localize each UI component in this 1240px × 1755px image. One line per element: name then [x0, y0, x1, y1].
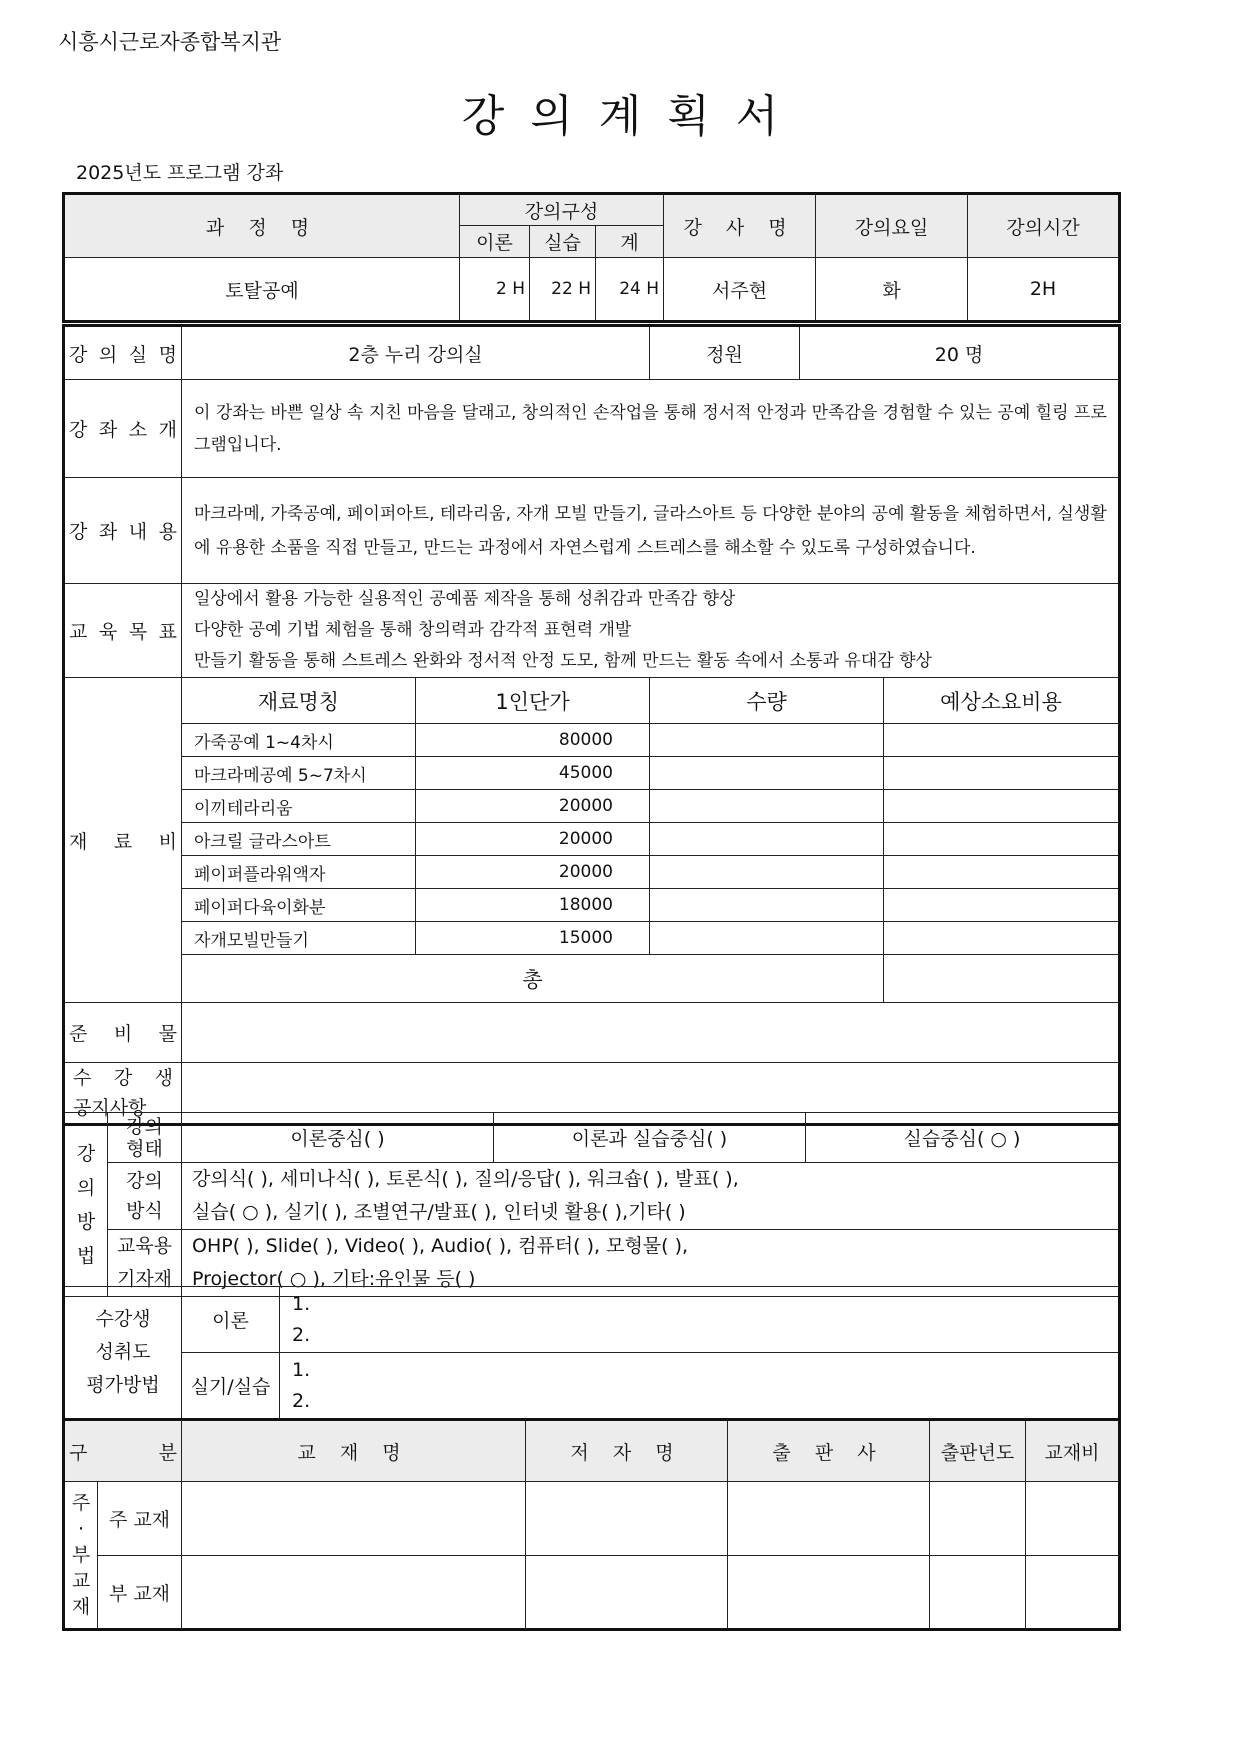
- theory-hours: 2 H: [460, 258, 530, 322]
- intro-text: 이 강좌는 바쁜 일상 속 지친 마음을 달래고, 창의적인 손작업을 통해 정서적 안정과 만족감을 경험할 수 있는 공예 힐링 프로그램입니다.: [182, 380, 1120, 478]
- material-price: 15000: [416, 922, 650, 955]
- method-table: [62, 1112, 1121, 1297]
- time-value: 2H: [968, 258, 1120, 322]
- material-quantity: [650, 922, 884, 955]
- room-label: 강 의 실 명: [64, 326, 182, 380]
- capacity-value: 20 명: [800, 326, 1120, 380]
- evaluation-item: 2.: [292, 1389, 311, 1412]
- main-textbook-name: [182, 1482, 526, 1556]
- material-cost: [884, 823, 1120, 856]
- style-options-line2: 실습( ○ ), 실기( ), 조별연구/발표( ), 인터넷 활용( ),기타( ): [192, 1201, 686, 1223]
- table-row: [64, 922, 1120, 955]
- material-quantity: [650, 856, 884, 889]
- table-row: [64, 889, 1120, 922]
- main-textbook-publisher: [728, 1482, 930, 1556]
- material-cost: [884, 922, 1120, 955]
- time-header: 강의시간: [968, 194, 1120, 258]
- style-options-line1: 강의식( ), 세미나식( ), 토론식( ), 질의/응답( ), 워크숍( ), 발표( ),: [192, 1168, 739, 1190]
- material-name: 가죽공예 1~4차시: [182, 724, 416, 757]
- composition-header: 강의구성: [460, 194, 664, 226]
- day-value: 화: [816, 258, 968, 322]
- materials-label: 재 료 비: [64, 678, 182, 1003]
- practice-header: 실습: [530, 226, 596, 258]
- capacity-label: 정원: [650, 326, 800, 380]
- textbook-name-header: 교 재 명: [182, 1420, 526, 1482]
- notice-label-line2: 공지사항: [73, 1097, 147, 1119]
- evaluation-table: [62, 1286, 1121, 1419]
- main-textbook-author: [526, 1482, 728, 1556]
- evaluation-item: 1.: [292, 1292, 311, 1315]
- materials-col-cost: 예상소요비용: [884, 678, 1120, 724]
- evaluation-label: [64, 1287, 182, 1419]
- practice-hours: 22 H: [530, 258, 596, 322]
- evaluation-item: 2.: [292, 1323, 311, 1346]
- table-row: [64, 757, 1120, 790]
- material-name: 마크라메공예 5~7차시: [182, 757, 416, 790]
- material-cost: [884, 856, 1120, 889]
- material-price: 18000: [416, 889, 650, 922]
- materials-total-label: 총: [182, 955, 884, 1003]
- goal-item: 다양한 공예 기법 체험을 통해 창의력과 감각적 표현력 개발: [194, 620, 632, 640]
- textbook-group-label: 주·부교재: [64, 1482, 98, 1630]
- form-option-mixed: 이론과 실습중심( ): [494, 1113, 806, 1163]
- material-price: 20000: [416, 856, 650, 889]
- sub-textbook-cost: [1026, 1556, 1120, 1630]
- goals-list: [182, 584, 1120, 678]
- material-quantity: [650, 790, 884, 823]
- textbook-table: [62, 1418, 1121, 1631]
- goal-item: 만들기 활동을 통해 스트레스 완화와 정서적 안정 도모, 함께 만드는 활동 속에서 소통과 유대감 향상: [194, 651, 932, 671]
- evaluation-practice-items: [280, 1353, 1120, 1419]
- sub-textbook-label: 부 교재: [98, 1556, 182, 1630]
- evaluation-theory-items: [280, 1287, 1120, 1353]
- notice-label-line1: 수 강 생: [73, 1067, 173, 1089]
- day-header: 강의요일: [816, 194, 968, 258]
- equipment-label-line1: 교육용: [116, 1235, 173, 1257]
- instructor-value: 서주현: [664, 258, 816, 322]
- document-title: 강의계획서: [461, 91, 805, 142]
- sub-textbook-author: [526, 1556, 728, 1630]
- sub-textbook-name: [182, 1556, 526, 1630]
- material-cost: [884, 889, 1120, 922]
- total-header: 계: [596, 226, 664, 258]
- evaluation-practice-label: 실기/실습: [182, 1353, 280, 1419]
- style-label: 강의방식: [108, 1163, 182, 1230]
- cost-header: 교재비: [1026, 1420, 1120, 1482]
- material-price: 20000: [416, 790, 650, 823]
- supplies-value: [182, 1003, 1120, 1063]
- material-cost: [884, 757, 1120, 790]
- materials-col-quantity: 수량: [650, 678, 884, 724]
- evaluation-label-line: 평가방법: [86, 1374, 160, 1396]
- course-summary-table: [62, 192, 1121, 323]
- equipment-label-line2: 기자재: [116, 1268, 173, 1290]
- material-name: 페이퍼다육이화분: [182, 889, 416, 922]
- table-row: [64, 856, 1120, 889]
- evaluation-item: 1.: [292, 1358, 311, 1381]
- form-option-theory: 이론중심( ): [182, 1113, 494, 1163]
- material-price: 20000: [416, 823, 650, 856]
- supplies-label: 준 비 물: [64, 1003, 182, 1063]
- material-quantity: [650, 823, 884, 856]
- materials-col-name: 재료명칭: [182, 678, 416, 724]
- course-name-value: 토탈공예: [64, 258, 460, 322]
- sub-textbook-year: [930, 1556, 1026, 1630]
- content-text: 마크라메, 가죽공예, 페이퍼아트, 테라리움, 자개 모빌 만들기, 글라스아트 등 다양한 분야의 공예 활동을 체험하면서, 실생활에 유용한 소품을 직접 만들고, 만드는 과정에서 자연스럽게 스트레스를 해소할 수 있도록 구성하였습니다.: [182, 478, 1120, 584]
- material-quantity: [650, 757, 884, 790]
- table-row: [64, 823, 1120, 856]
- table-row: [64, 724, 1120, 757]
- material-price: 80000: [416, 724, 650, 757]
- author-header: 저 자 명: [526, 1420, 728, 1482]
- organization-name: 시흥시근로자종합복지관: [58, 30, 282, 54]
- method-label: 강의방법: [64, 1113, 108, 1297]
- year-header: 출판년도: [930, 1420, 1026, 1482]
- course-details-table: [62, 324, 1121, 1126]
- main-textbook-cost: [1026, 1482, 1120, 1556]
- document-subtitle: 2025년도 프로그램 강좌: [76, 162, 284, 184]
- instructor-header: 강 사 명: [664, 194, 816, 258]
- material-cost: [884, 724, 1120, 757]
- intro-label: 강 좌 소 개: [64, 380, 182, 478]
- evaluation-label-line: 성취도: [95, 1341, 151, 1363]
- material-name: 아크릴 글라스아트: [182, 823, 416, 856]
- evaluation-theory-label: 이론: [182, 1287, 280, 1353]
- goals-label: 교 육 목 표: [64, 584, 182, 678]
- main-textbook-year: [930, 1482, 1026, 1556]
- sub-textbook-publisher: [728, 1556, 930, 1630]
- evaluation-label-line: 수강생: [95, 1308, 151, 1330]
- theory-header: 이론: [460, 226, 530, 258]
- division-header: 구 분: [64, 1420, 182, 1482]
- total-hours: 24 H: [596, 258, 664, 322]
- material-quantity: [650, 889, 884, 922]
- main-textbook-label: 주 교재: [98, 1482, 182, 1556]
- material-name: 이끼테라리움: [182, 790, 416, 823]
- materials-col-price: 1인단가: [416, 678, 650, 724]
- content-label: 강 좌 내 용: [64, 478, 182, 584]
- equipment-options-line1: OHP( ), Slide( ), Video( ), Audio( ), 컴퓨터( ), 모형물( ),: [192, 1235, 689, 1257]
- style-options: [182, 1163, 1120, 1230]
- course-name-header: 과 정 명: [64, 194, 460, 258]
- form-option-practice: 실습중심( ○ ): [806, 1113, 1120, 1163]
- table-row: [64, 790, 1120, 823]
- publisher-header: 출 판 사: [728, 1420, 930, 1482]
- material-cost: [884, 790, 1120, 823]
- form-label: 강의형태: [108, 1113, 182, 1163]
- room-value: 2층 누리 강의실: [182, 326, 650, 380]
- equipment-options-line2: Projector( ○ ), 기타:유인물 등( ): [192, 1268, 476, 1290]
- material-quantity: [650, 724, 884, 757]
- material-name: 자개모빌만들기: [182, 922, 416, 955]
- material-name: 페이퍼플라워액자: [182, 856, 416, 889]
- materials-total-value: [884, 955, 1120, 1003]
- material-price: 45000: [416, 757, 650, 790]
- goal-item: 일상에서 활용 가능한 실용적인 공예품 제작을 통해 성취감과 만족감 향상: [194, 589, 736, 609]
